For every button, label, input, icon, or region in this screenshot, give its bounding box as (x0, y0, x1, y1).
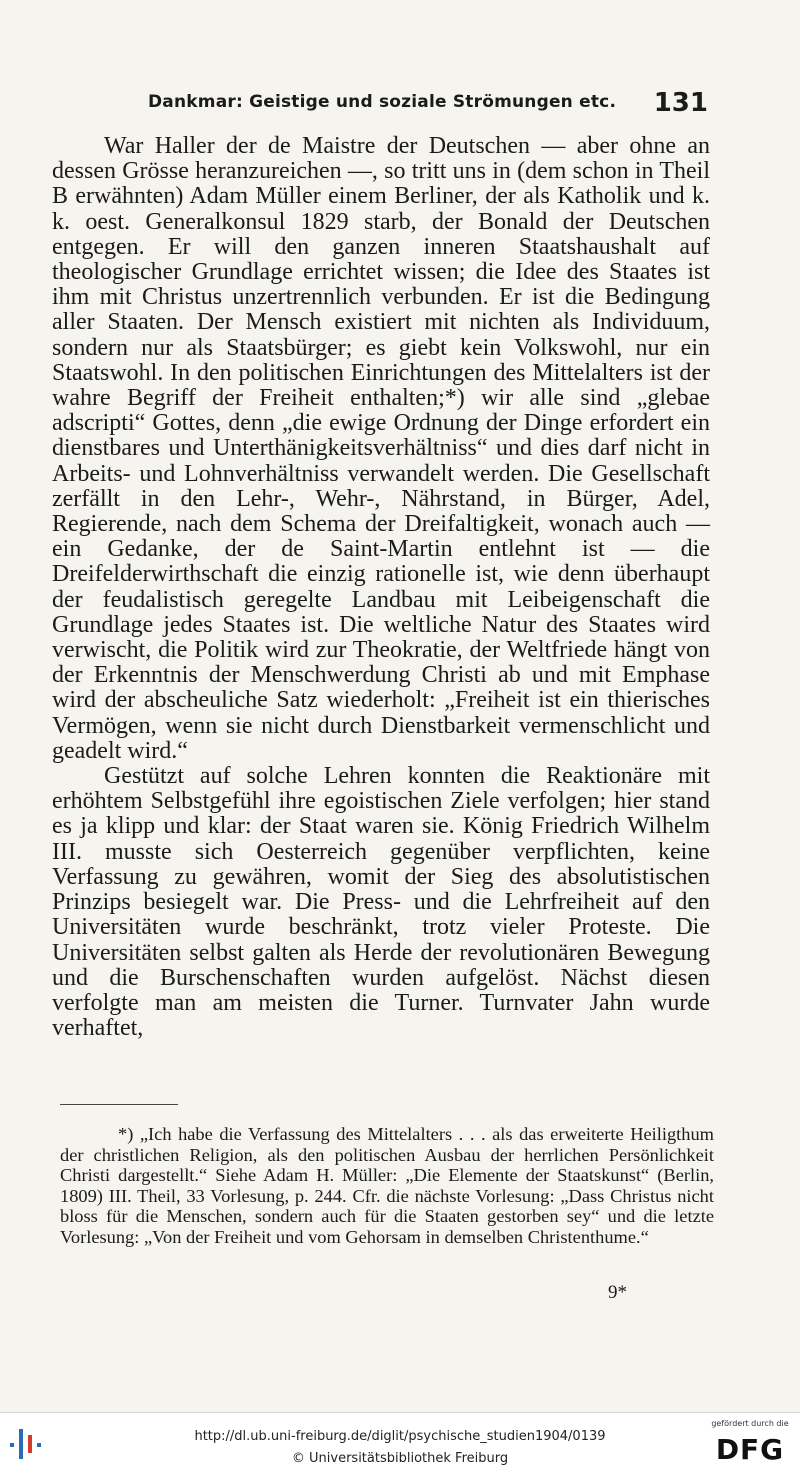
dfg-caption: gefördert durch die (711, 1419, 789, 1428)
page-number: 131 (653, 88, 708, 118)
paragraph-2: Gestützt auf solche Lehren konnten die Reaktionäre mit erhöhtem Selbstgefühl ihre egoistischen Ziele verfolgen; hier stand es ja klipp und klar: der Staat waren sie. König Friedrich Wilhelm III. musste sich Oesterreich gegenüber verpflichten, keine Verfassung zu gewähren, womit der Sieg des absolutistischen Prinzips besiegelt war. Die Press- und die Lehrfreiheit auf den Universitäten wurde beschränkt, trotz vieler Proteste. Die Universitäten selbst galten als Herde der revolutionären Bewegung und die Burschenschaften wurden aufgelöst. Nächst diesen verfolgte man am meisten die Turner. Turnvater Jahn wurde verhaftet, (52, 763, 710, 1042)
signature-mark: 9* (608, 1282, 627, 1303)
permalink-url[interactable]: http://dl.ub.uni-freiburg.de/diglit/psychische_studien1904/0139 (194, 1429, 606, 1444)
paragraph-1: War Haller der de Maistre der Deutschen — aber ohne an dessen Grösse heranzureichen —, so tritt uns in (dem schon in Theil B erwähnten) Adam Müller einem Berliner, der als Katholik und k. k. oest. Generalkonsul 1829 starb, der Bonald der Deutschen entgegen. Er will den ganzen inneren Staatshaushalt auf theologischer Grundlage errichtet wissen; die Idee des Staates ist ihm mit Christus unzertrennlich verbunden. Er ist die Bedingung aller Staaten. Der Mensch existiert mit nichten als Individuum, sondern nur als Staatsbürger; es giebt kein Volkswohl, nur ein Staatswohl. In den politischen Einrichtungen des Mittelalters ist der wahre Begriff der Freiheit enthalten;*) wir alle sind „glebae adscripti“ Gottes, denn „die ewige Ordnung der Dinge erfordert ein dienstbares und Unterthänigkeitsverhältniss“ und dies darf nicht in Arbeits- und Lohnverhältniss verwandelt werden. Die Gesellschaft zerfällt in den Lehr-, Wehr-, Nährstand, in Bürger, Adel, Regierende, nach dem Schema der Dreifaltigkeit, wonach auch — ein Gedanke, der de Saint-Martin entlehnt ist — die Dreifelderwirthschaft die einzig rationelle ist, wie denn überhaupt der feudalistisch geregelte Landbau mit Leibeigenschaft die Grundlage jedes Staates ist. Die weltliche Natur des Staates wird verwischt, die Politik wird zur Theokratie, der Weltfriede hängt von der Erkenntnis der Menschwerdung Christi ab und mit Emphase wird der abscheuliche Satz wiederholt: „Freiheit ist ein thierisches Vermögen, wenn sie nicht durch Dienstbarkeit vermenschlicht und geadelt wird.“ (52, 133, 710, 764)
footnote-1: *) „Ich habe die Verfassung des Mittelalters . . . als das erweiterte Heiligthum der christlichen Religion, als den politischen Ausbau der herrlichen Persönlichkeit Christi dargestellt.“ Siehe Adam H. Müller: „Die Elemente der Staatskunst“ (Berlin, 1809) III. Theil, 33 Vorlesung, p. 244. Cfr. die nächste Vorlesung: „Dass Christus nicht bloss für die Menschen, sondern auch für die Staaten gestorben sey“ und die letzte Vorlesung: „Von der Freiheit und vom Gehorsam in demselben Christenthume.“ (60, 1124, 714, 1247)
dfg-mark: DFG (715, 1433, 785, 1466)
viewer-footer (0, 1412, 800, 1473)
running-head (148, 88, 708, 118)
copyright-notice: © Universitätsbibliothek Freiburg (291, 1451, 509, 1466)
footnote-divider (60, 1104, 178, 1105)
dfg-logo (705, 1417, 795, 1471)
footnotes (60, 1124, 714, 1247)
body-text (52, 134, 710, 1041)
running-head-title: Dankmar: Geistige und soziale Strömungen etc. (148, 92, 617, 112)
